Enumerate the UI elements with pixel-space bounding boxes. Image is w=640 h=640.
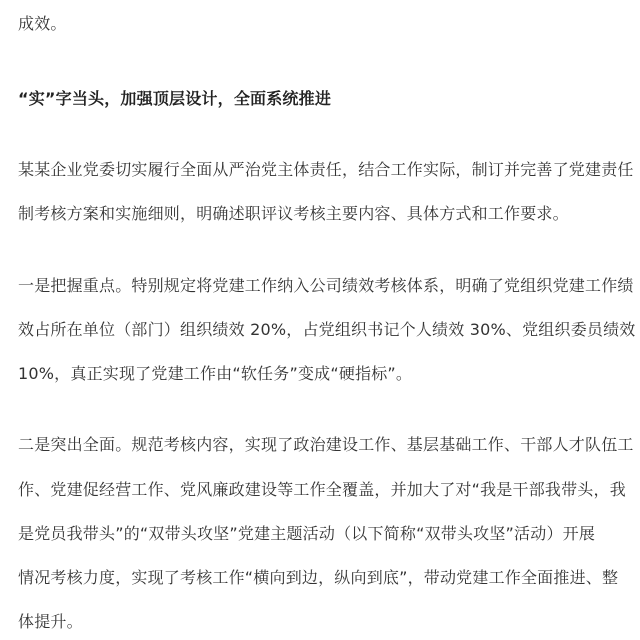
paragraph2-line-1: 一是把握重点。特别规定将党建工作纳入公司绩效考核体系，明确了党组织党建工作绩 [18, 276, 634, 295]
paragraph2-line-3: 10%，真正实现了党建工作由“软任务”变成“硬指标”。 [18, 364, 413, 383]
paragraph3-line-1: 二是突出全面。规范考核内容，实现了政治建设工作、基层基础工作、干部人才队伍工 [18, 435, 634, 454]
paragraph1-line-1: 某某企业党委切实履行全面从严治党主体责任，结合工作实际，制订并完善了党建责任 [18, 160, 634, 179]
paragraph3-line-2: 作、党建促经营工作、党风廉政建设等工作全覆盖，并加大了对“我是干部我带头，我 [18, 480, 626, 499]
section-heading: “实”字当头，加强顶层设计，全面系统推进 [18, 89, 332, 108]
paragraph3-line-3: 是党员我带头”的“双带头攻坚”党建主题活动（以下简称“双带头攻坚”活动）开展 [18, 524, 596, 543]
paragraph3-line-4: 情况考核力度，实现了考核工作“横向到边，纵向到底”，带动党建工作全面推进、整 [18, 568, 619, 587]
paragraph2-line-2: 效占所在单位（部门）组织绩效 20%，占党组织书记个人绩效 30%、党组织委员绩效 [18, 320, 636, 339]
intro-tail-text: 成效。 [18, 14, 67, 33]
paragraph1-line-2: 制考核方案和实施细则，明确述职评议考核主要内容、具体方式和工作要求。 [18, 204, 569, 223]
paragraph3-line-5: 体提升。 [18, 612, 83, 631]
